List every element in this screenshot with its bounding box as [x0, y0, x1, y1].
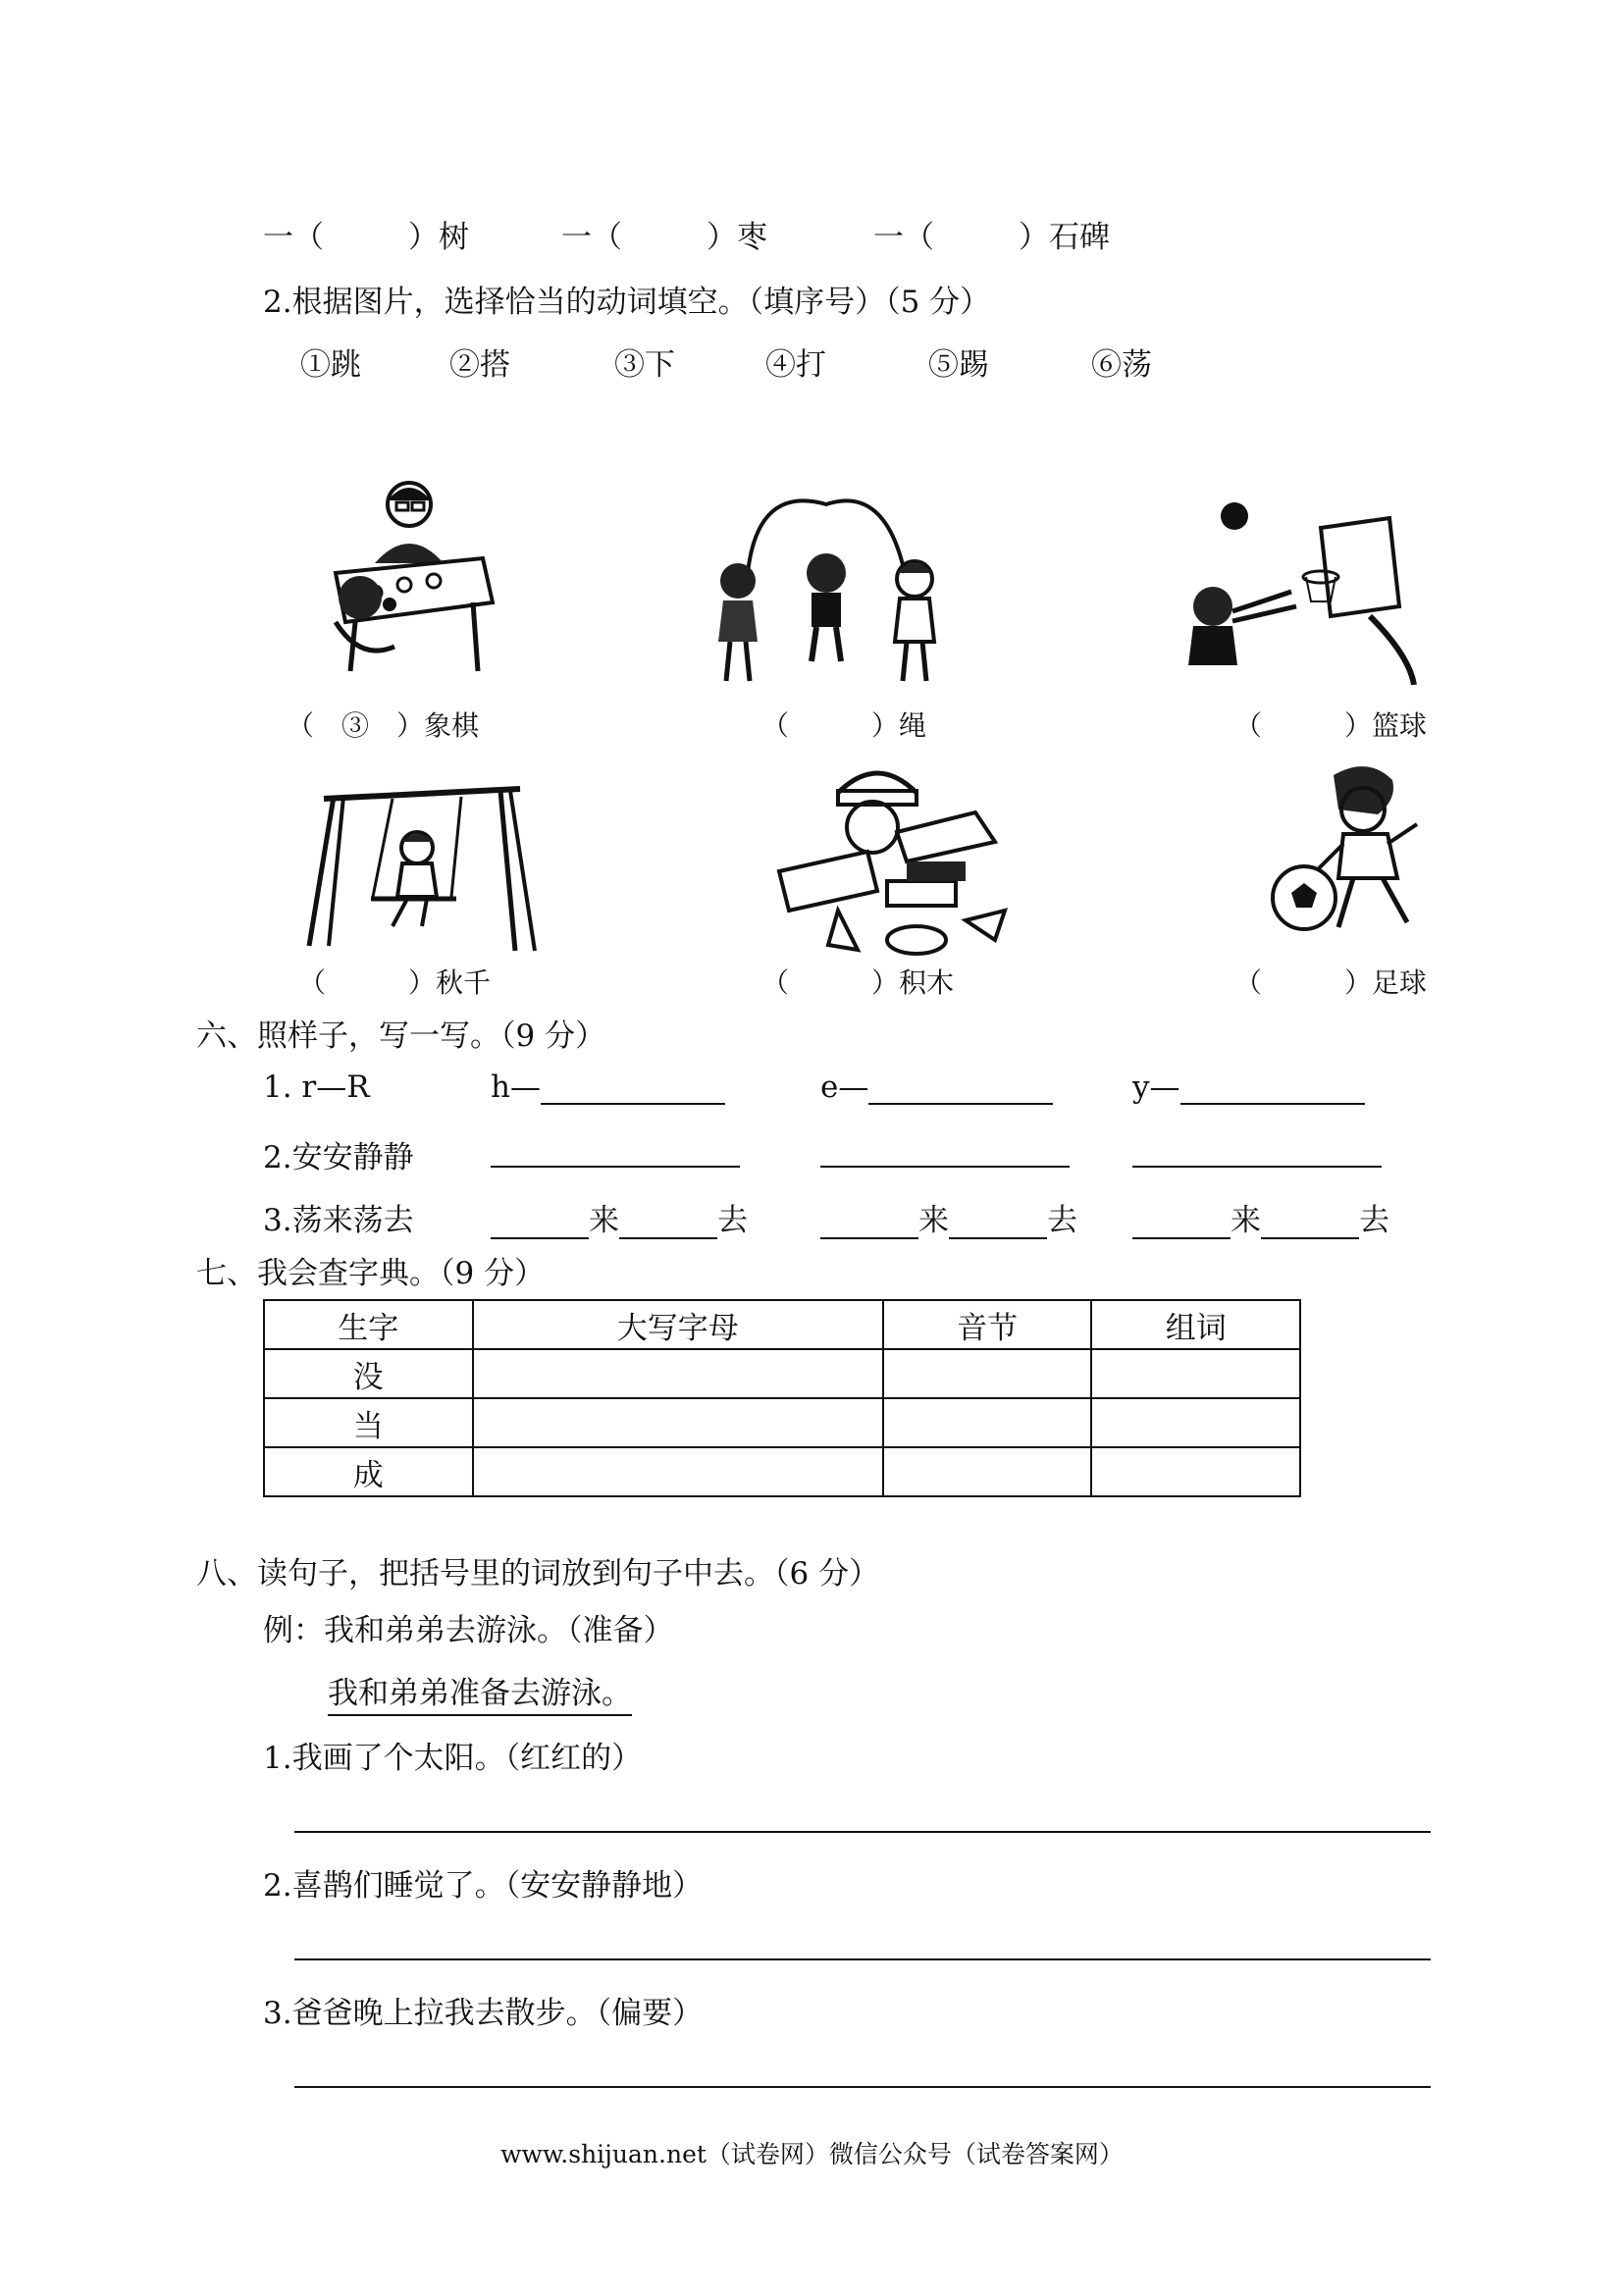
table-cell-blank[interactable] — [883, 1349, 1092, 1398]
answer-line[interactable] — [294, 2086, 1431, 2088]
caption-basketball: （ ）篮球 — [1234, 709, 1428, 742]
s6-row2-blank3 — [1132, 1132, 1382, 1168]
table-row — [264, 1447, 1300, 1496]
table-row — [264, 1398, 1300, 1447]
answer-blank[interactable] — [491, 1132, 740, 1168]
table-cell-blank[interactable] — [1091, 1349, 1300, 1398]
basketball-picture — [1174, 479, 1419, 685]
s6-row1-e: e— — [820, 1070, 1053, 1105]
answer-line[interactable] — [294, 1958, 1431, 1960]
answer-blank[interactable] — [820, 1132, 1070, 1168]
measure-word-3: 一（ ）石碑 — [873, 220, 1110, 255]
soccer-picture — [1260, 756, 1437, 952]
jump-rope-picture — [708, 495, 944, 691]
section8-example-answer: 我和弟弟准备去游泳。 — [328, 1668, 632, 1716]
answer-blank[interactable] — [1261, 1208, 1359, 1239]
answer-blank[interactable] — [820, 1208, 918, 1239]
table-cell-blank[interactable] — [473, 1349, 883, 1398]
chess-picture — [316, 475, 502, 681]
answer-blank[interactable] — [491, 1208, 589, 1239]
caption-swing: （ ）秋千 — [298, 966, 492, 999]
blocks-picture — [760, 754, 1024, 969]
q2-title: 2.根据图片，选择恰当的动词填空。（填序号）（5 分） — [263, 285, 991, 320]
s6-row3-group2: 来 去 — [820, 1195, 1077, 1239]
answer-blank[interactable] — [619, 1208, 717, 1239]
section8-item-1: 1.我画了个太阳。（红红的） — [263, 1741, 643, 1776]
page-footer: www.shijuan.net（试卷网）微信公众号（试卷答案网） — [500, 2140, 1124, 2168]
table-row — [264, 1349, 1300, 1398]
table-header: 音节 — [883, 1300, 1092, 1349]
table-cell-blank[interactable] — [1091, 1447, 1300, 1496]
section8-example: 例：我和弟弟去游泳。（准备） — [263, 1613, 674, 1648]
table-cell-blank[interactable] — [1091, 1398, 1300, 1447]
measure-word-1: 一（ ）树 — [263, 220, 469, 255]
dictionary-table — [263, 1299, 1301, 1497]
table-cell-blank[interactable] — [473, 1398, 883, 1447]
caption-chess: （ ③ ）象棋 — [287, 709, 480, 742]
option-5: ⑤踢 — [928, 347, 989, 383]
answer-blank[interactable] — [1132, 1132, 1382, 1168]
s6-row2-blank2 — [820, 1132, 1070, 1168]
answer-blank[interactable] — [541, 1073, 725, 1105]
table-cell-blank[interactable] — [883, 1398, 1092, 1447]
s6-row2-blanks — [491, 1132, 740, 1168]
section7-title: 七、我会查字典。（9 分） — [196, 1256, 546, 1291]
answer-line[interactable] — [294, 1831, 1431, 1833]
caption-blocks: （ ）积木 — [761, 966, 955, 999]
s6-row3-example: 3.荡来荡去 — [263, 1203, 414, 1238]
section8-item-2: 2.喜鹊们睡觉了。（安安静静地） — [263, 1868, 704, 1904]
answer-blank[interactable] — [1132, 1208, 1231, 1239]
answer-blank[interactable] — [868, 1073, 1053, 1105]
s6-row1-example: 1. r—R — [263, 1070, 370, 1105]
option-1: ①跳 — [300, 347, 361, 383]
s6-row2-example: 2.安安静静 — [263, 1140, 414, 1175]
table-header: 生字 — [264, 1300, 473, 1349]
table-cell-blank[interactable] — [473, 1447, 883, 1496]
caption-soccer: （ ）足球 — [1234, 966, 1428, 999]
table-header-row — [264, 1300, 1300, 1349]
option-3: ③下 — [614, 347, 675, 383]
caption-rope: （ ）绳 — [761, 709, 927, 742]
s6-row1-h: h— — [491, 1070, 725, 1105]
option-2: ②搭 — [449, 347, 510, 383]
table-cell-char: 成 — [264, 1447, 473, 1496]
answer-blank[interactable] — [949, 1208, 1047, 1239]
s6-row3-group1: 来 去 — [491, 1195, 748, 1239]
table-header: 组词 — [1091, 1300, 1300, 1349]
swing-picture — [304, 769, 540, 956]
table-cell-char: 没 — [264, 1349, 473, 1398]
section8-item-3: 3.爸爸晚上拉我去散步。（偏要） — [263, 1996, 704, 2031]
option-4: ④打 — [765, 347, 826, 383]
s6-row1-y: y— — [1132, 1070, 1365, 1105]
section6-title: 六、照样子，写一写。（9 分） — [196, 1018, 606, 1054]
measure-word-2: 一（ ）枣 — [561, 220, 767, 255]
section8-title: 八、读句子，把括号里的词放到句子中去。（6 分） — [196, 1556, 880, 1592]
s6-row3-group3: 来 去 — [1132, 1195, 1389, 1239]
table-cell-char: 当 — [264, 1398, 473, 1447]
answer-blank[interactable] — [1180, 1073, 1365, 1105]
option-6: ⑥荡 — [1091, 347, 1152, 383]
table-cell-blank[interactable] — [883, 1447, 1092, 1496]
table-header: 大写字母 — [473, 1300, 883, 1349]
